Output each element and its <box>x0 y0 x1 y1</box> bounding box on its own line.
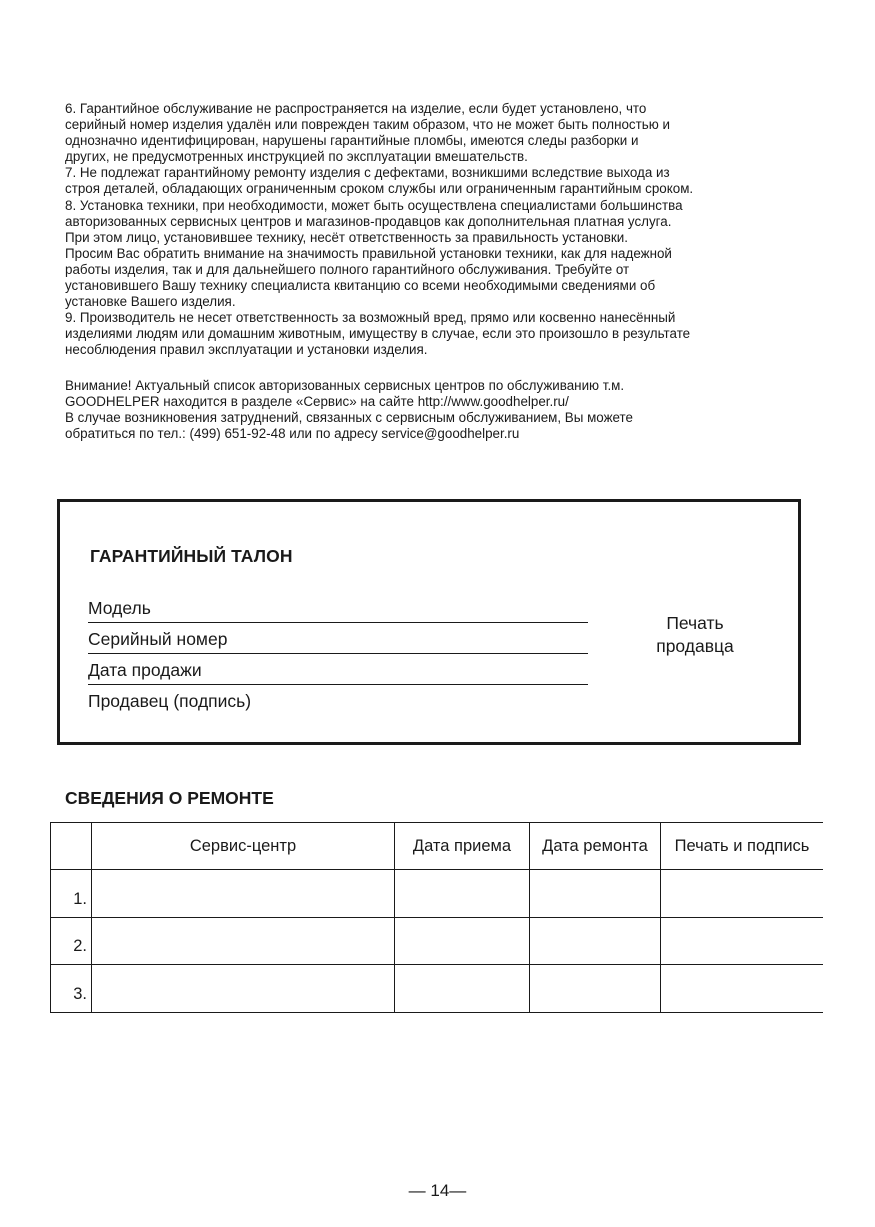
terms-line: изделиями людям или домашним животным, имуществу в случае, если это произошло в результате <box>65 326 691 342</box>
stamp-signature-cell <box>661 965 824 1013</box>
seller-signature-field: Продавец (подпись) <box>88 691 252 711</box>
service-notice <box>65 378 835 442</box>
terms-line: 9. Производитель не несет ответственность за возможный вред, прямо или косвенно нанесённый <box>65 310 676 326</box>
terms-line: 7. Не подлежат гарантийному ремонту изделия с дефектами, возникшими вследствие выхода из <box>65 165 670 181</box>
notice-line: обратиться по тел.: (499) 651-92-48 или по адресу service@goodhelper.ru <box>65 426 520 442</box>
table-row <box>51 870 824 918</box>
sale-date-field: Дата продажи <box>88 660 588 685</box>
terms-line: однозначно идентифицирован, нарушены гарантийные пломбы, имеются следы разборки и <box>65 133 639 149</box>
notice-line: В случае возникновения затруднений, связанных с сервисным обслуживанием, Вы можете <box>65 410 633 426</box>
warranty-card-title: ГАРАНТИЙНЫЙ ТАЛОН <box>90 546 293 566</box>
terms-line: работы изделия, так и для дальнейшего полного гарантийного обслуживания. Требуйте от <box>65 261 630 277</box>
warranty-card <box>57 499 801 745</box>
repair-date-cell <box>530 917 661 965</box>
terms-line: установившего Вашу технику специалиста квитанцию со всеми необходимыми сведениями об <box>65 278 656 294</box>
page-number: — 14— <box>408 1181 467 1200</box>
receive-date-cell <box>395 870 530 918</box>
terms-line: несоблюдения правил эксплуатации и установки изделия. <box>65 342 428 358</box>
terms-line: авторизованных сервисных центров и магазинов-продавцов как дополнительная платная услуга. <box>65 213 672 229</box>
stamp-signature-cell <box>661 917 824 965</box>
model-field: Модель <box>88 598 588 623</box>
column-service-center: Сервис-центр <box>92 823 395 870</box>
terms-line: При этом лицо, установившее технику, несёт ответственность за правильность установки. <box>65 229 628 245</box>
stamp-line: продавца <box>656 636 734 656</box>
repair-date-cell <box>530 870 661 918</box>
service-center-cell <box>92 965 395 1013</box>
notice-line: Внимание! Актуальный список авторизованных сервисных центров по обслуживанию т.м. <box>65 378 625 393</box>
receive-date-cell <box>395 917 530 965</box>
table-header-row <box>51 823 824 870</box>
terms-line: установке Вашего изделия. <box>65 294 236 310</box>
warranty-terms <box>65 101 835 359</box>
stamp-line: Печать <box>666 613 724 633</box>
repairs-table <box>50 822 823 1013</box>
receive-date-cell <box>395 965 530 1013</box>
column-repair-date: Дата ремонта <box>530 823 661 870</box>
terms-line: Просим Вас обратить внимание на значимость правильной установки техники, как для надежной <box>65 245 672 261</box>
terms-line: других, не предусмотренных инструкцией по эксплуатации вмешательств. <box>65 149 528 165</box>
serial-number-field: Серийный номер <box>88 629 588 654</box>
terms-line: строя деталей, обладающих ограниченным сроком службы или ограниченным гарантийным сроком. <box>65 181 694 197</box>
notice-line: GOODHELPER находится в разделе «Сервис» на сайте http://www.goodhelper.ru/ <box>65 394 569 410</box>
repairs-title: СВЕДЕНИЯ О РЕМОНТЕ <box>65 788 274 808</box>
row-number: 3. <box>51 965 92 1013</box>
column-number <box>51 823 92 870</box>
stamp-signature-cell <box>661 870 824 918</box>
row-number: 1. <box>51 870 92 918</box>
table-row <box>51 917 824 965</box>
row-number: 2. <box>51 917 92 965</box>
table-row <box>51 965 824 1013</box>
terms-line: 8. Установка техники, при необходимости, может быть осуществлена специалистами большинства <box>65 197 683 213</box>
service-center-cell <box>92 870 395 918</box>
column-receive-date: Дата приема <box>395 823 530 870</box>
repair-date-cell <box>530 965 661 1013</box>
seller-stamp-label <box>635 612 755 658</box>
column-stamp-signature: Печать и подпись <box>661 823 824 870</box>
terms-line: 6. Гарантийное обслуживание не распространяется на изделие, если будет установлено, что <box>65 101 647 116</box>
service-center-cell <box>92 917 395 965</box>
terms-line: серийный номер изделия удалён или поврежден таким образом, что не может быть полностью и <box>65 117 670 133</box>
